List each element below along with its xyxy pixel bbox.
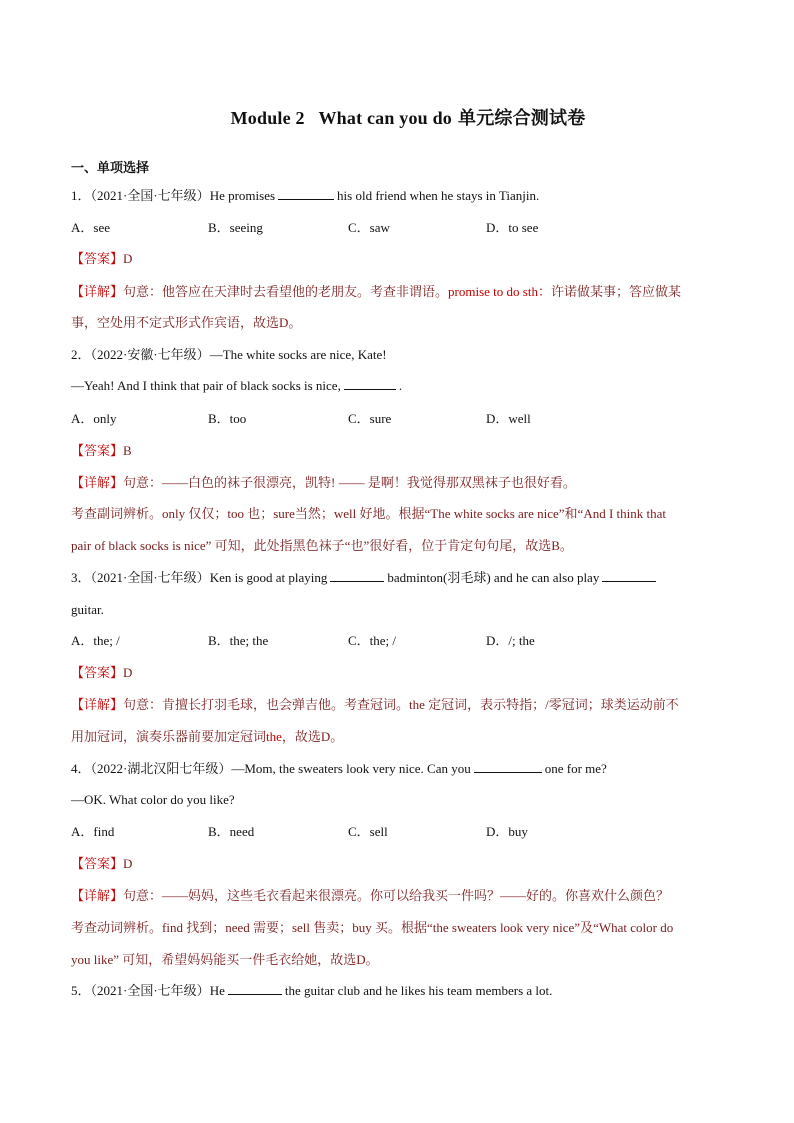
detail-line: 考查副词辨析。only 仅仅；too 也；sure当然；well 好地。根据“The white socks are nice”和“And I think that xyxy=(71,506,667,521)
answer-blank xyxy=(344,377,396,390)
question-2-stem-line2: —Yeah! And I think that pair of black socks is nice, . xyxy=(71,378,403,393)
detail-line: 【详解】句意：肯擅长打羽毛球，也会弹吉他。考查冠词。the 定冠词，表示特指；/零冠词；球类运动前不 xyxy=(71,697,679,712)
detail-line: 【详解】句意：他答应在天津时去看望他的老朋友。考查非谓语。promise to do sth：许诺做某事；答应做某 xyxy=(71,284,681,299)
detail-line: 用加冠词，演奏乐器前要加定冠词the，故选D。 xyxy=(71,729,344,744)
option-b: B．the; the xyxy=(208,633,269,648)
answer-line: 【答案】B xyxy=(71,443,132,458)
question-2-stem: 2．（2022·安徽·七年级）—The white socks are nice, Kate! xyxy=(71,347,387,362)
option-a: A．find xyxy=(71,824,115,839)
question-4-stem: 4．（2022·湖北汉阳七年级）—Mom, the sweaters look very nice. Can you one for me? xyxy=(71,761,607,776)
answer-blank xyxy=(278,187,334,200)
option-c: C．the; / xyxy=(348,633,397,648)
option-d: D．to see xyxy=(486,220,539,235)
page-title xyxy=(0,104,794,130)
option-c: C．saw xyxy=(348,220,390,235)
option-b: B．seeing xyxy=(208,220,263,235)
detail-line: pair of black socks is nice” 可知，此处指黑色袜子“也”很好看，位于肯定句句尾，故选B。 xyxy=(71,538,573,553)
question-4-stem-line2: —OK. What color do you like? xyxy=(71,792,235,807)
detail-line: 【详解】句意：——白色的袜子很漂亮，凯特! —— 是啊！我觉得那双黑袜子也很好看。 xyxy=(71,475,576,490)
answer-blank xyxy=(602,569,656,582)
question-1-stem: 1．（2021·全国·七年级）He promises his old friend when he stays in Tianjin. xyxy=(71,188,540,203)
answer-line: 【答案】D xyxy=(71,665,133,680)
question-5-stem: 5．（2021·全国·七年级）He the guitar club and he likes his team members a lot. xyxy=(71,983,553,998)
option-b: B．need xyxy=(208,824,255,839)
answer-blank xyxy=(330,569,384,582)
question-3-stem: 3．（2021·全国·七年级）Ken is good at playing badminton(羽毛球) and he can also play xyxy=(71,569,659,587)
detail-line: 【详解】句意：——妈妈，这些毛衣看起来很漂亮。你可以给我买一件吗？——好的。你喜欢什么颜色？ xyxy=(71,888,670,903)
option-a: A．only xyxy=(71,411,117,426)
option-c: C．sell xyxy=(348,824,388,839)
question-3-stem-line2: guitar. xyxy=(71,602,104,617)
detail-line: you like” 可知，希望妈妈能买一件毛衣给她，故选D。 xyxy=(71,952,379,967)
answer-blank xyxy=(228,982,282,995)
answer-line: 【答案】D xyxy=(71,251,133,266)
section-heading: 一、单项选择 xyxy=(71,160,150,175)
option-c: C．sure xyxy=(348,411,392,426)
answer-line: 【答案】D xyxy=(71,856,133,871)
option-a: A．see xyxy=(71,220,110,235)
option-b: B．too xyxy=(208,411,247,426)
answer-blank xyxy=(474,760,542,773)
option-a: A．the; / xyxy=(71,633,120,648)
option-d: D．buy xyxy=(486,824,528,839)
detail-line: 考查动词辨析。find 找到；need 需要；sell 售卖；buy 买。根据“the sweaters look very nice”及“What color do xyxy=(71,920,674,935)
detail-line: 事，空处用不定式形式作宾语，故选D。 xyxy=(71,315,302,330)
option-d: D．well xyxy=(486,411,531,426)
title-chinese: 单元综合测试卷 xyxy=(458,108,586,128)
title-english: Module 2 What can you do xyxy=(230,108,452,128)
option-d: D．/; the xyxy=(486,633,535,648)
